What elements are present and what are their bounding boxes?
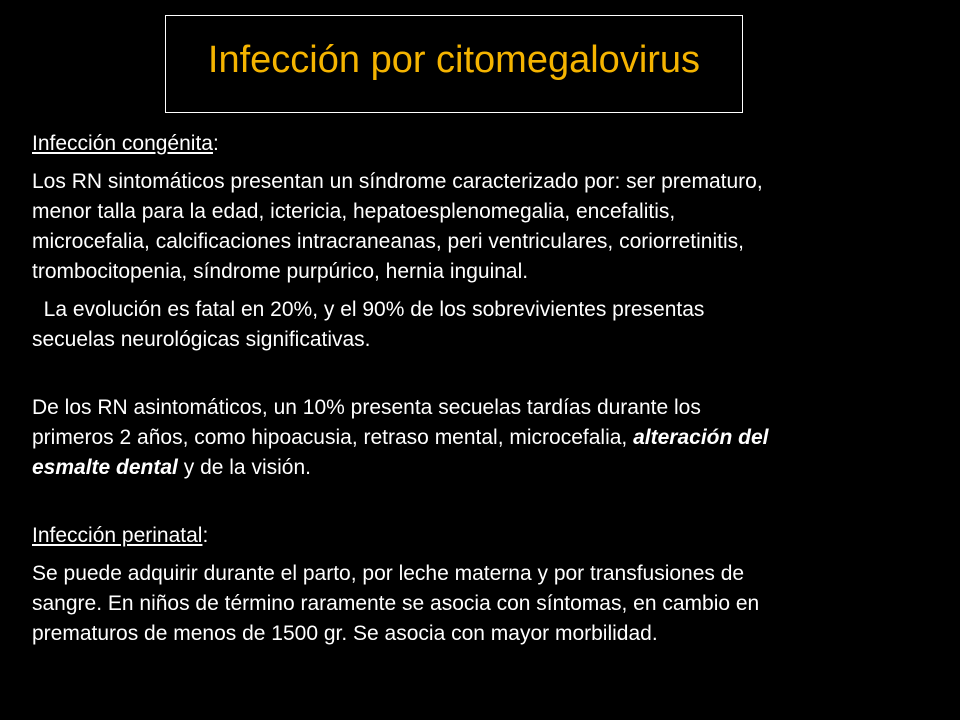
heading-congenital-colon: : xyxy=(212,132,219,155)
slide-title: Infección por citomegalovirus xyxy=(207,38,701,81)
asympt-emphasis-1: alteración del xyxy=(633,426,769,449)
sympt-line-2: menor talla para la edad, ictericia, hepatoesplenomegalia, encefalitis, xyxy=(32,200,676,223)
sympt-line-1: Los RN sintomáticos presentan un síndrome caracterizado por: ser prematuro, xyxy=(32,170,763,193)
heading-perinatal-colon: : xyxy=(202,524,209,547)
perinatal-line-3: prematuros de menos de 1500 gr. Se asocia con mayor morbilidad. xyxy=(32,622,658,645)
sympt-line-3: microcefalia, calcificaciones intracraneanas, peri ventriculares, coriorretinitis, xyxy=(32,230,744,253)
fatal-line-2: secuelas neurológicas significativas. xyxy=(32,328,371,351)
fatal-line-1: La evolución es fatal en 20%, y el 90% de los sobrevivientes presentas xyxy=(32,298,705,321)
asympt-line-2 xyxy=(32,423,960,453)
perinatal-line-2: sangre. En niños de término raramente se asocia con síntomas, en cambio en xyxy=(32,592,760,615)
asympt-emphasis-2: esmalte dental xyxy=(32,456,178,479)
sympt-line-4: trombocitopenia, síndrome purpúrico, hernia inguinal. xyxy=(32,260,529,283)
slide-body xyxy=(32,129,960,649)
asympt-line-2-text: primeros 2 años, como hipoacusia, retraso mental, microcefalia, xyxy=(32,426,634,449)
asympt-line-1: De los RN asintomáticos, un 10% presenta secuelas tardías durante los xyxy=(32,396,701,419)
title-box xyxy=(165,15,743,113)
heading-perinatal-label: Infección perinatal xyxy=(32,524,203,547)
asympt-line-3-text: y de la visión. xyxy=(177,456,311,479)
perinatal-line-1: Se puede adquirir durante el parto, por leche materna y por transfusiones de xyxy=(32,562,745,585)
heading-congenital xyxy=(32,129,960,159)
heading-perinatal xyxy=(32,521,960,551)
heading-congenital-label: Infección congénita xyxy=(32,132,213,155)
asympt-line-3 xyxy=(32,453,960,483)
